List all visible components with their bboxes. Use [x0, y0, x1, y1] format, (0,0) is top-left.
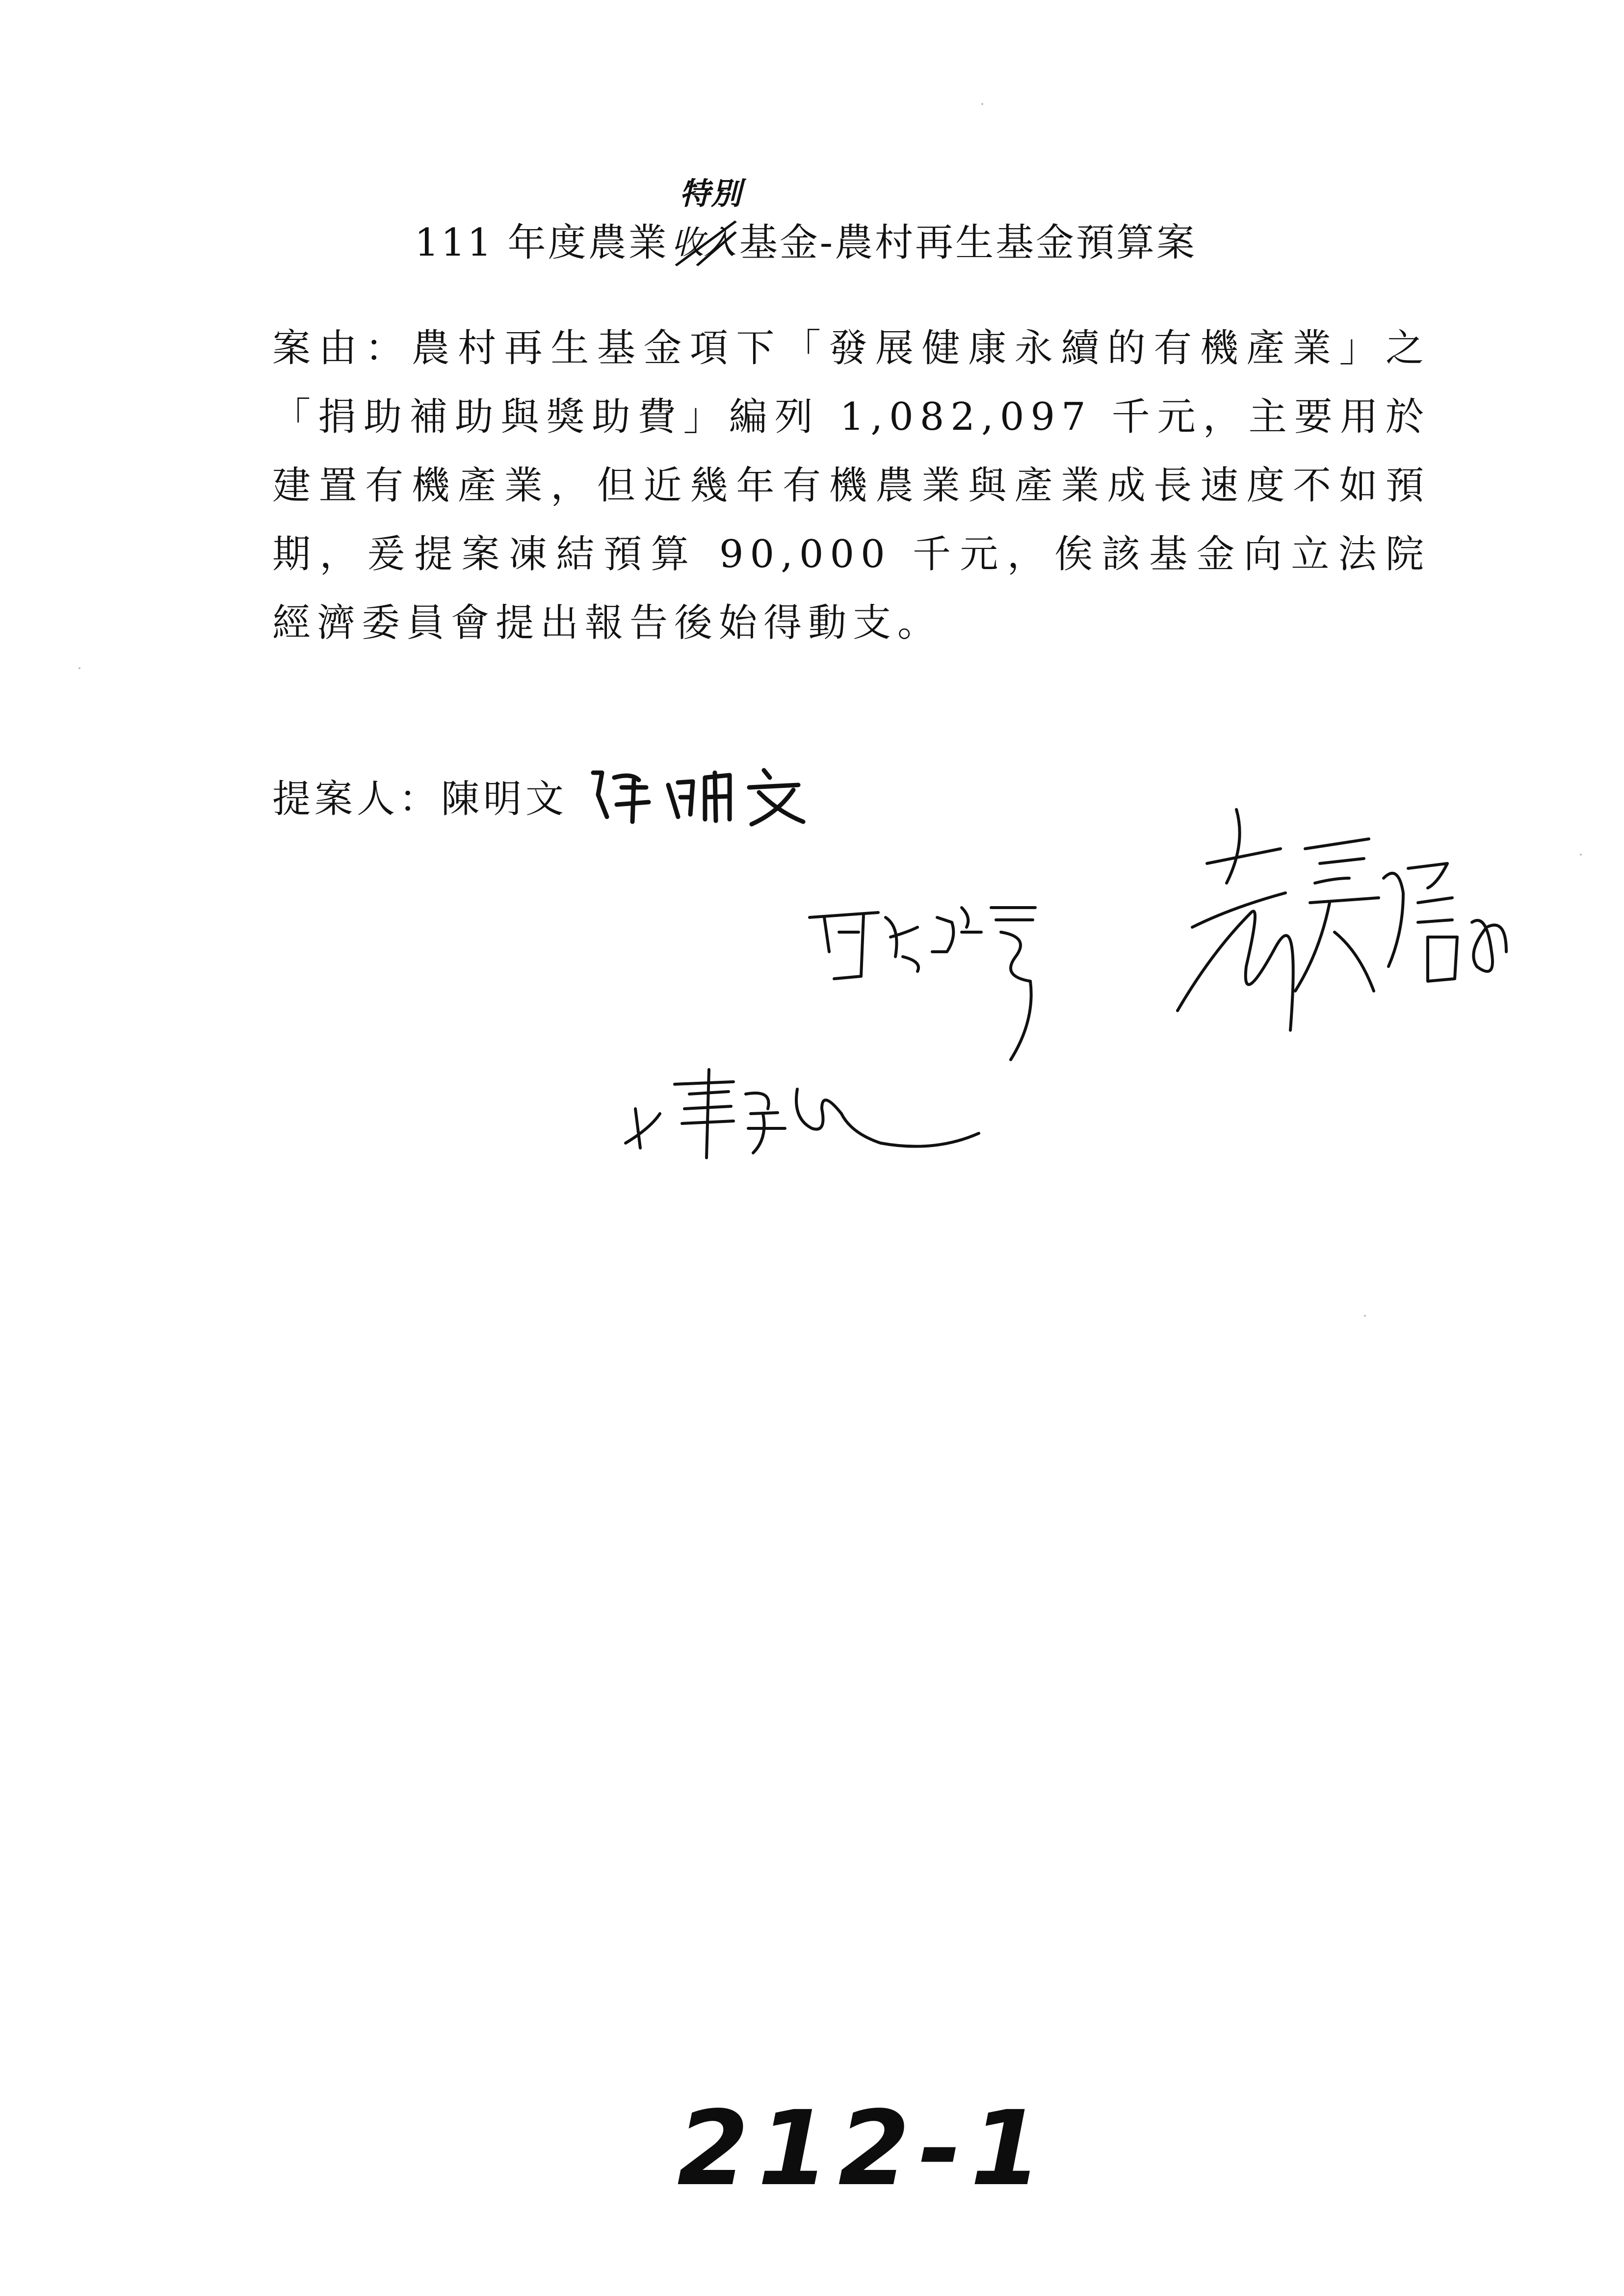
proposer-label: 提案人： [272, 777, 442, 821]
signature-cosigner-1 [805, 898, 1099, 1074]
struck-word [669, 216, 739, 270]
scan-speck [1580, 854, 1582, 856]
struck-word-text: 收入 [671, 224, 736, 261]
proposer-line [272, 758, 842, 846]
scan-speck [1364, 1315, 1366, 1317]
signature-proposer [587, 758, 842, 846]
signature-cosigner-2-drawing [1173, 805, 1555, 1060]
signature-proposer-drawing [587, 758, 842, 832]
page-number: 212-1 [677, 2088, 1051, 2209]
signature-cosigner-3 [616, 1055, 989, 1173]
signature-cosigner-1-drawing [805, 898, 1099, 1074]
scan-speck [79, 667, 80, 669]
case-description: 案由：農村再生基金項下「發展健康永續的有機產業」之「捐助補助與獎助費」編列 1,082,097 千元，主要用於建置有機產業，但近幾年有機農業與產業成長速度不如預期，爰提案凍結預算 90,000 千元，俟該基金向立法院 經濟委員會提出報告後始得動支。 [272, 326, 1430, 645]
proposer-name: 陳明文 [441, 777, 568, 821]
handwritten-correction: 特別 [680, 176, 743, 211]
scan-speck [981, 103, 983, 105]
document-title [415, 216, 1197, 270]
signature-cosigner-3-drawing [616, 1055, 989, 1173]
title-suffix: 基金-農村再生基金預算案 [739, 221, 1197, 265]
title-prefix: 111 年度農業 [415, 221, 669, 265]
signature-cosigner-2 [1173, 805, 1555, 1060]
